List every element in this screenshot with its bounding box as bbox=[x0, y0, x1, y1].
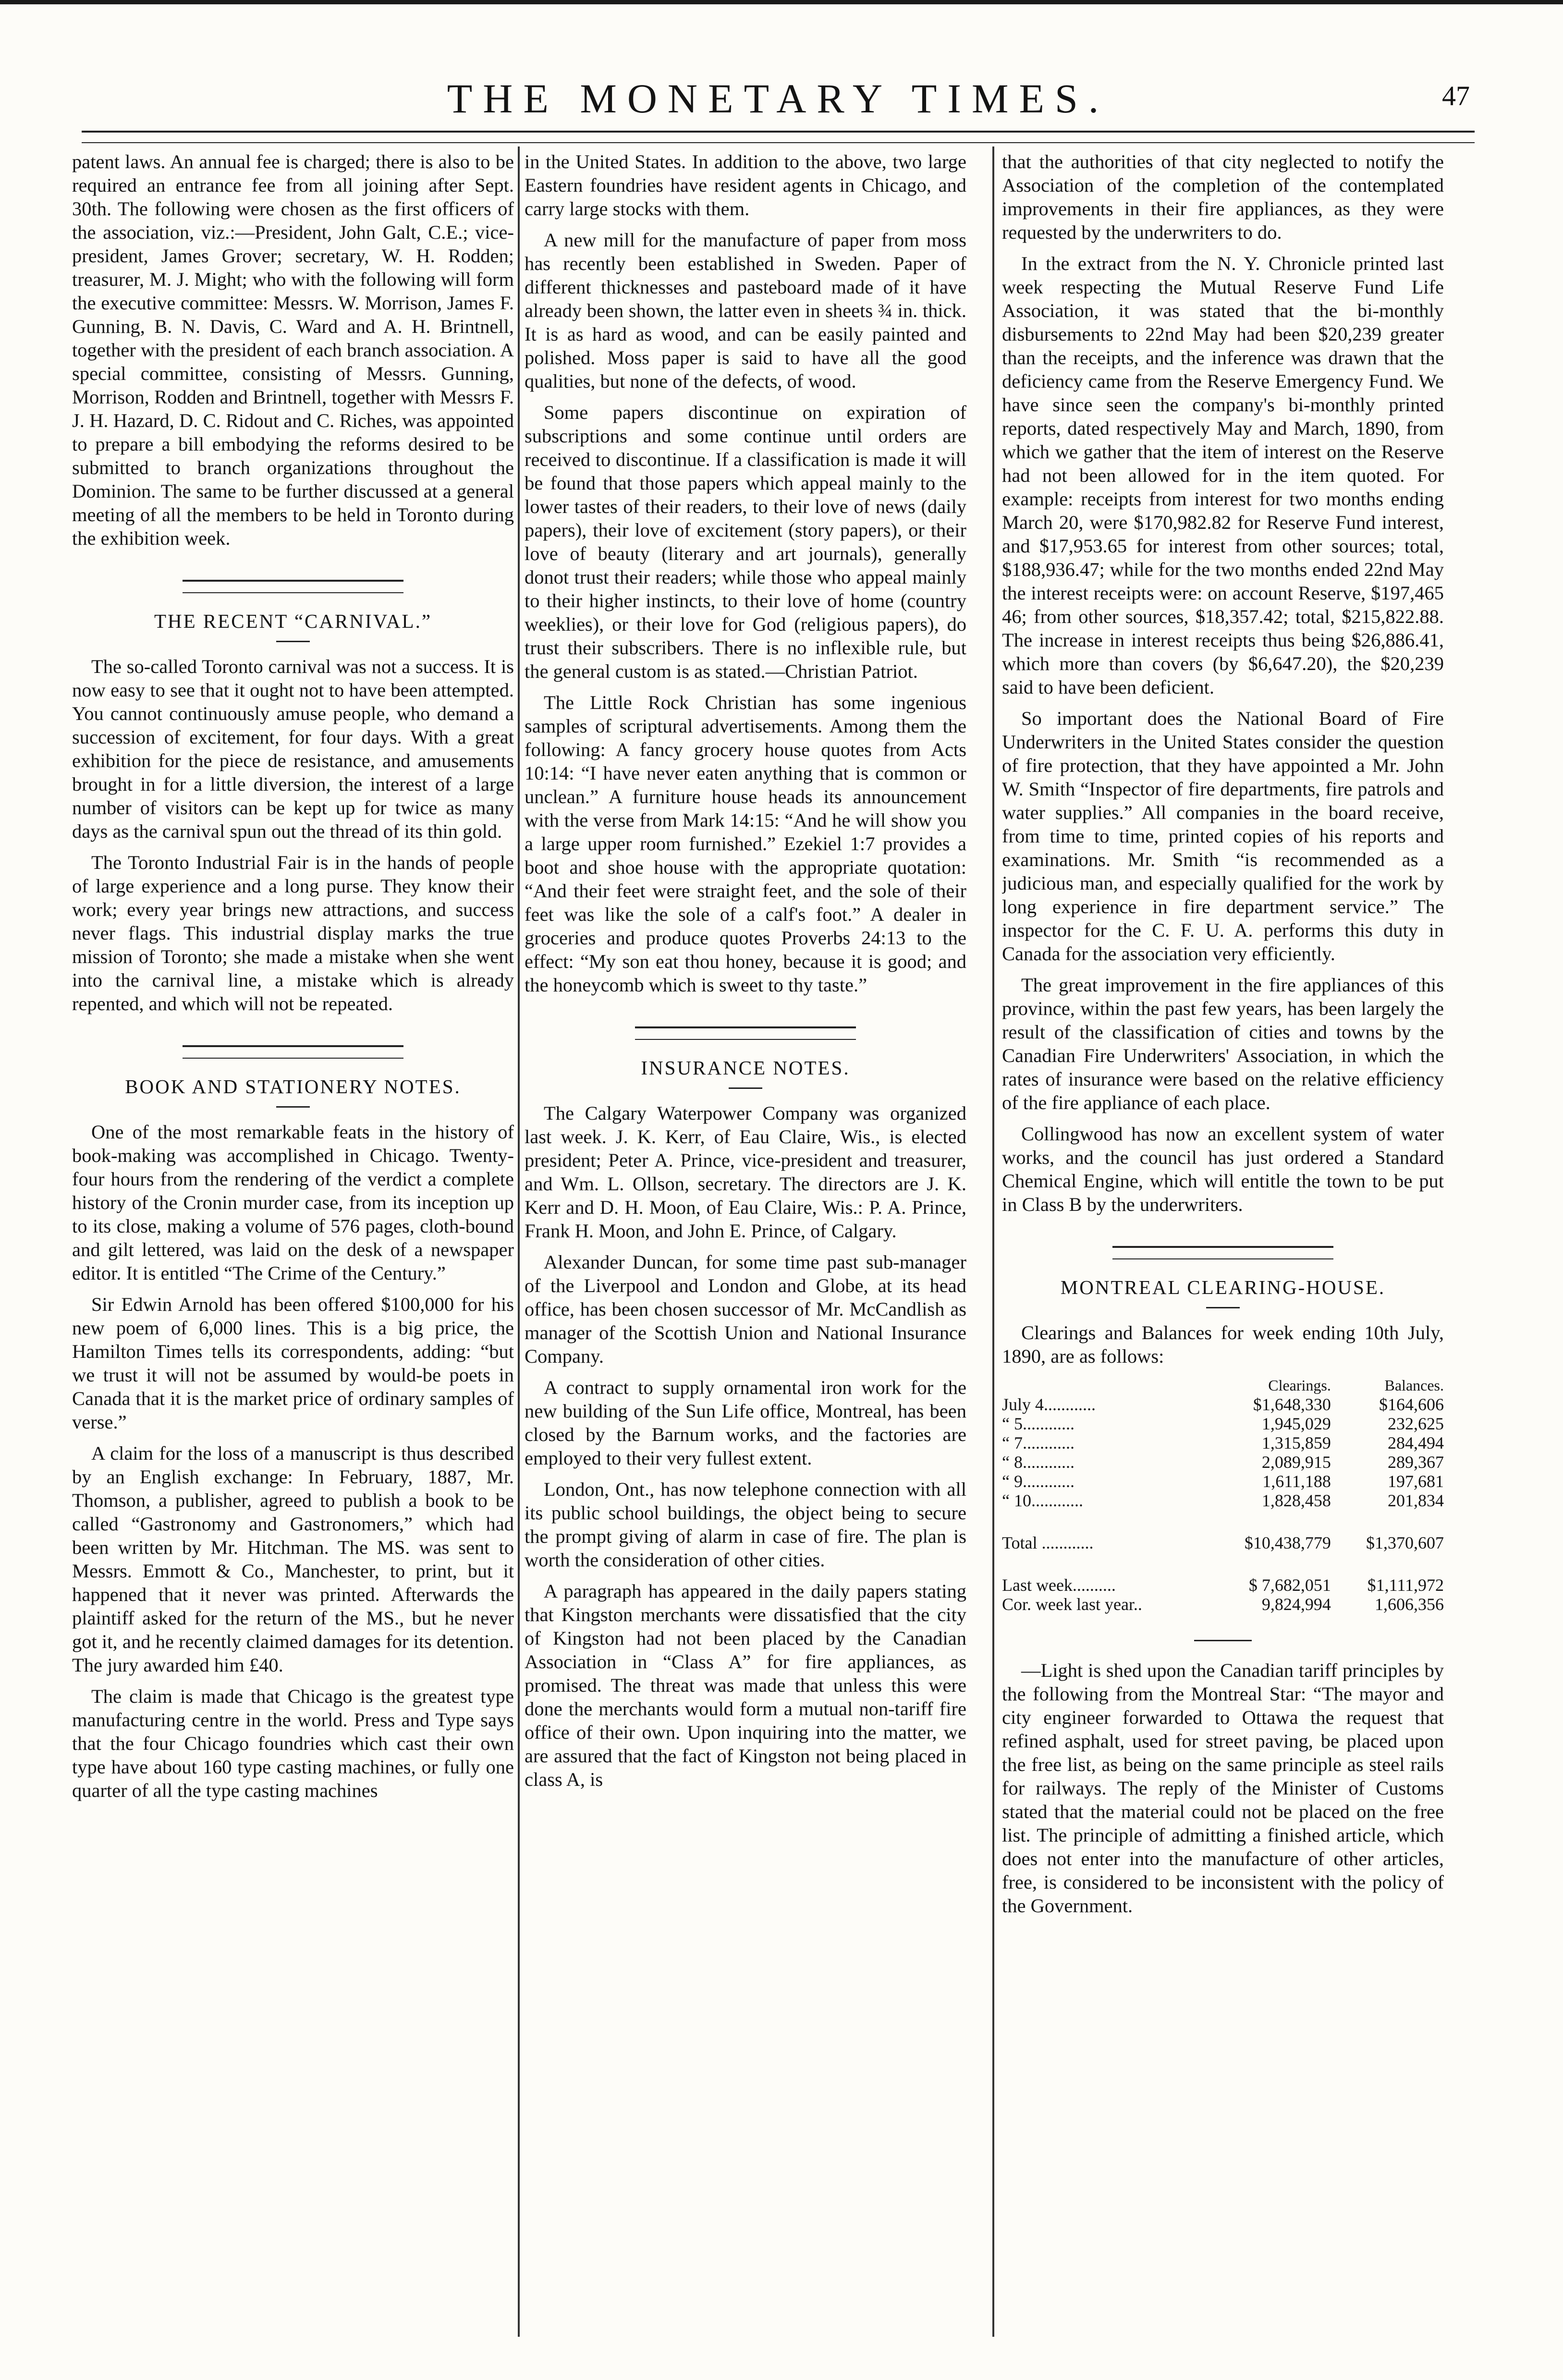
row-label: “ 8............ bbox=[1002, 1452, 1075, 1472]
total-balances: $1,370,607 bbox=[1366, 1533, 1444, 1552]
table-row bbox=[1002, 1395, 1444, 1414]
total-clearings: $10,438,779 bbox=[1244, 1533, 1331, 1552]
article-paragraph: A new mill for the manufacture of paper from moss has recently been established in Sweden. Paper of different thicknesses and pasteboard made of it have already been shown, the latter even in sheets ¾ in. thick. It is as hard as wood, and can be easily painted and polished. Moss paper is said to have all the good qualities, but none of the defects, of wood. bbox=[525, 229, 966, 392]
section-double-rule bbox=[183, 580, 403, 593]
article-paragraph: that the authorities of that city neglected to notify the Association of the completion of the contemplated improvements in their fire appliances, as they were requested by the underwriters to do. bbox=[1002, 151, 1444, 243]
masthead bbox=[86, 72, 1470, 125]
article-paragraph: The Toronto Industrial Fair is in the hands of people of large experience and a long purse. They know their work; every year brings new attractions, and success never flags. This industrial display marks the true mission of Toronto; she made a mistake when she went into the carnival line, a mistake which is already repented, and which will not be repeated. bbox=[72, 852, 514, 1014]
row-label: “ 9............ bbox=[1002, 1472, 1075, 1491]
cor-week-clearings: 9,824,994 bbox=[1261, 1595, 1331, 1614]
masthead-double-rule bbox=[82, 131, 1475, 143]
clearing-house-table bbox=[1002, 1376, 1444, 1614]
table-row bbox=[1002, 1552, 1444, 1595]
balances-value: 289,367 bbox=[1388, 1452, 1444, 1472]
article-paragraph: Alexander Duncan, for some time past sub-manager of the Liverpool and London and Globe, at its head office, has been chosen successor of Mr. McCandlish as manager of the Scottish Union and National Insurance Company. bbox=[525, 1251, 966, 1367]
heading-rule bbox=[729, 1087, 762, 1089]
clearings-value: 2,089,915 bbox=[1261, 1452, 1331, 1472]
article-paragraph: A contract to supply ornamental iron work for the new building of the Sun Life office, Montreal, has been closed by the Barnum works, and the factories are employed to their very fullest extent. bbox=[525, 1377, 966, 1469]
last-week-balances: $1,111,972 bbox=[1367, 1575, 1444, 1595]
balances-value: 201,834 bbox=[1388, 1491, 1444, 1510]
article-paragraph: One of the most remarkable feats in the history of book-making was accomplished in Chicago. Twenty-four hours from the rendering of the verdict a complete history of the Cronin murder case, from its inception up to its close, making a volume of 576 pages, cloth-bound and gilt lettered, was laid on the desk of a newspaper editor. It is entitled “The Crime of the Century.” bbox=[72, 1121, 514, 1284]
balances-value: $164,606 bbox=[1379, 1395, 1444, 1414]
table-row bbox=[1002, 1595, 1444, 1614]
clearings-value: 1,828,458 bbox=[1261, 1491, 1331, 1510]
section-double-rule bbox=[1112, 1246, 1333, 1259]
column-2 bbox=[525, 150, 966, 2364]
balances-column-header: Balances. bbox=[1384, 1377, 1444, 1394]
table-intro: Clearings and Balances for week ending 10th July, 1890, are as follows: bbox=[1002, 1322, 1444, 1367]
article-paragraph: A paragraph has appeared in the daily papers stating that Kingston merchants were dissatisfied that the city of Kingston had not been placed by the Canadian Association in “Class A” for fire appliances, as promised. The threat was made that unless this were done the merchants would form a mutual non-tariff fire office of their own. Upon inquiring into the matter, we are assured that the fact of Kingston not being placed in class A, is bbox=[525, 1580, 966, 1790]
section-heading: THE RECENT “CARNIVAL.” bbox=[154, 610, 432, 632]
article-paragraph: patent laws. An annual fee is charged; there is also to be required an entrance fee from all joining after Sept. 30th. The following were chosen as the first officers of the association, viz.:—President, John Galt, C.E.; vice-president, James Grover; secretary, W. H. Rodden; treasurer, M. J. Might; who with the following will form the executive committee: Messrs. W. Morrison, James F. Gunning, B. N. Davis, C. Ward and A. H. Brintnell, together with the president of each branch association. A special committee, consisting of Messrs. Gunning, Morrison, Rodden and Brintnell, together with Messrs F. J. H. Hazard, D. C. Ridout and C. Riches, was appointed to prepare a bill embodying the reforms desired to be submitted to branch organizations throughout the Dominion. The same to be further discussed at a general meeting of all the members to be held in Toronto during the exhibition week. bbox=[72, 151, 514, 549]
article-paragraph: Some papers discontinue on expiration of subscriptions and some continue until orders are received to discontinue. If a classification is made it will be found that those papers which appeal mainly to the lower tastes of their readers, to their love of news (daily papers), their love of excitement (story papers), or their love of beauty (literary and art journals), generally donot trust their readers; while those who appeal mainly to their higher instincts, to their love of home (country weeklies), or their love for God (religious papers), do trust their subscribers. There is no inflexible rule, but the general custom is as stated.—Christian Patriot. bbox=[525, 402, 966, 682]
masthead-title: THE MONETARY TIMES. bbox=[447, 75, 1110, 122]
table-row bbox=[1002, 1491, 1444, 1510]
section-double-rule bbox=[183, 1045, 403, 1059]
article-paragraph: A claim for the loss of a manuscript is thus described by an English exchange: In February, 1887, Mr. Thomson, a publisher, agreed to publish a book to be called “Gastronomy and Gastronomers,” which had been written by Mr. Hitchman. The MS. was sent to Messrs. Emmott & Co., Manchester, to print, but it happened that it never was printed. Afterwards the plaintiff asked for the return of the MS., but he never got it, and he recently claimed damages for its detention. The jury awarded him £40. bbox=[72, 1442, 514, 1676]
table-row bbox=[1002, 1452, 1444, 1472]
heading-rule bbox=[276, 1106, 310, 1108]
article-paragraph: In the extract from the N. Y. Chronicle printed last week respecting the Mutual Reserve Fund Life Association, it was stated that the bi-monthly disbursements to 22nd May had been $20,239 greater than the receipts, and the inference was drawn that the deficiency came from the Reserve Emergency Fund. We have since seen the company's bi-monthly printed reports, dated respectively May and March, 1890, from which we gather that the item of interest on the Reserve had not been allowed for in the item quoted. For example: receipts from interest for two months ending March 20, were $170,982.82 for Reserve Fund interest, and $17,953.65 for interest from other sources; total, $188,936.47; while for the two months ended 22nd May the interest receipts were: on account Reserve, $197,465 46; from other sources, $18,357.42; total, $215,822.88. The increase in interest receipts thus being $26,886.41, which more than covers (by $6,647.20), the $20,239 said to have been deficient. bbox=[1002, 253, 1444, 698]
table-row bbox=[1002, 1472, 1444, 1491]
article-paragraph: The claim is made that Chicago is the greatest type manufacturing centre in the world. Press and Type says that the four Chicago foundries which cast their own type have about 160 type casting machines, or fully one quarter of all the type casting machines bbox=[72, 1685, 514, 1801]
balances-value: 232,625 bbox=[1388, 1414, 1444, 1433]
total-label: Total ............ bbox=[1002, 1533, 1094, 1552]
section-heading: INSURANCE NOTES. bbox=[641, 1057, 850, 1079]
article-paragraph: in the United States. In addition to the above, two large Eastern foundries have resident agents in Chicago, and carry large stocks with them. bbox=[525, 151, 966, 220]
section-heading: BOOK AND STATIONERY NOTES. bbox=[125, 1075, 461, 1098]
cor-week-label: Cor. week last year.. bbox=[1002, 1595, 1142, 1614]
table-end-rule bbox=[1194, 1625, 1252, 1641]
column-divider bbox=[518, 146, 520, 2337]
clearings-column-header: Clearings. bbox=[1268, 1377, 1331, 1394]
article-paragraph: Collingwood has now an excellent system of water works, and the council has just ordered a Standard Chemical Engine, which will entitle the town to be put in Class B by the underwriters. bbox=[1002, 1123, 1444, 1215]
article-paragraph: Sir Edwin Arnold has been offered $100,000 for his new poem of 6,000 lines. This is a big price, the Hamilton Times tells its correspondents, adding: “but we trust it will not be assumed by would-be poets in Canada that it is the market price of ordinary samples of verse.” bbox=[72, 1294, 514, 1433]
column-3 bbox=[1002, 150, 1444, 2364]
clearings-value: 1,611,188 bbox=[1262, 1472, 1331, 1491]
article-paragraph: So important does the National Board of Fire Underwriters in the United States consider the question of fire protection, that they have appointed a Mr. John W. Smith “Inspector of fire departments, fire patrols and water supplies.” All companies in the board receive, from time to time, printed copies of his reports and examinations. Mr. Smith “is recommended as a judicious man, and especially qualified for the work by long experience in fire department service.” The inspector for the C. F. U. A. performs this duty in Canada for the association very efficiently. bbox=[1002, 708, 1444, 964]
row-label: “ 7............ bbox=[1002, 1433, 1075, 1452]
section-double-rule bbox=[635, 1026, 856, 1040]
clearings-value: $1,648,330 bbox=[1253, 1395, 1331, 1414]
page-number: 47 bbox=[1442, 80, 1470, 111]
clearings-value: 1,315,859 bbox=[1261, 1433, 1331, 1452]
article-paragraph: The Calgary Waterpower Company was organized last week. J. K. Kerr, of Eau Claire, Wis., is elected president; Peter A. Prince, vice-president and treasurer, and Wm. L. Ollson, secretary. The directors are J. K. Kerr and D. H. Moon, of Eau Claire, Wis.: P. A. Prince, Frank H. Moon, and John E. Prince, of Calgary. bbox=[525, 1102, 966, 1242]
table-row bbox=[1002, 1414, 1444, 1433]
article-paragraph: The Little Rock Christian has some ingenious samples of scriptural advertisements. Among them the following: A fancy grocery house quotes from Acts 10:14: “I have never eaten anything that is common or unclean.” A furniture house heads its announcement with the verse from Mark 14:15: “And he will show you a large upper room furnished.” Ezekiel 1:7 provides a boot and shoe house with the appropriate quotation: “And their feet were straight feet, and the sole of their feet was like the sole of a calf's foot.” A dealer in groceries and produce quotes Proverbs 24:13 to the effect: “My son eat thou honey, because it is good; and the honeycomb which is sweet to thy taste.” bbox=[525, 692, 966, 996]
article-paragraph: London, Ont., has now telephone connection with all its public school buildings, the object being to secure the prompt giving of alarm in case of fire. The plan is worth the consideration of other cities. bbox=[525, 1478, 966, 1571]
heading-rule bbox=[1206, 1307, 1240, 1308]
column-divider bbox=[992, 146, 994, 2337]
article-paragraph: The so-called Toronto carnival was not a success. It is now easy to see that it ought not to have been attempted. You cannot continuously amuse people, who demand a succession of excitement, for four days. With a great exhibition for the piece de resistance, and amusements brought in for a little diversion, the interest of a large number of visitors can be kept up for twice as many days as the carnival spun out the thread of its thin gold. bbox=[72, 656, 514, 842]
last-week-clearings: $ 7,682,051 bbox=[1248, 1575, 1331, 1595]
row-label: “ 10............ bbox=[1002, 1491, 1083, 1510]
balances-value: 284,494 bbox=[1388, 1433, 1444, 1452]
last-week-label: Last week.......... bbox=[1002, 1575, 1116, 1595]
heading-rule bbox=[276, 641, 310, 642]
table-total-row bbox=[1002, 1510, 1444, 1552]
article-paragraph: —Light is shed upon the Canadian tariff principles by the following from the Montreal Star: “The mayor and city engineer forwarded to Ottawa the request that refined asphalt, used for street paving, be placed upon the free list, as being on the same principle as steel rails for railways. The reply of the Minister of Customs stated that the material could not be placed on the free list. The principle of admitting a finished article, which does not enter into the manufacture of other articles, free, is considered to be inconsistent with the policy of the Government. bbox=[1002, 1660, 1444, 1916]
top-border-rule bbox=[0, 0, 1563, 4]
row-label: July 4............ bbox=[1002, 1395, 1096, 1414]
cor-week-balances: 1,606,356 bbox=[1375, 1595, 1444, 1614]
balances-value: 197,681 bbox=[1388, 1472, 1444, 1491]
column-1 bbox=[72, 150, 514, 2364]
section-heading: MONTREAL CLEARING-HOUSE. bbox=[1060, 1276, 1386, 1298]
clearings-value: 1,945,029 bbox=[1261, 1414, 1331, 1433]
table-header-row bbox=[1002, 1376, 1444, 1395]
row-label: “ 5............ bbox=[1002, 1414, 1075, 1433]
table-row bbox=[1002, 1433, 1444, 1452]
article-paragraph: The great improvement in the fire appliances of this province, within the past few years, has been largely the result of the classification of cities and towns by the Canadian Fire Underwriters' Association, in which the rates of insurance were based on the relative efficiency of the fire appliance of each place. bbox=[1002, 974, 1444, 1113]
